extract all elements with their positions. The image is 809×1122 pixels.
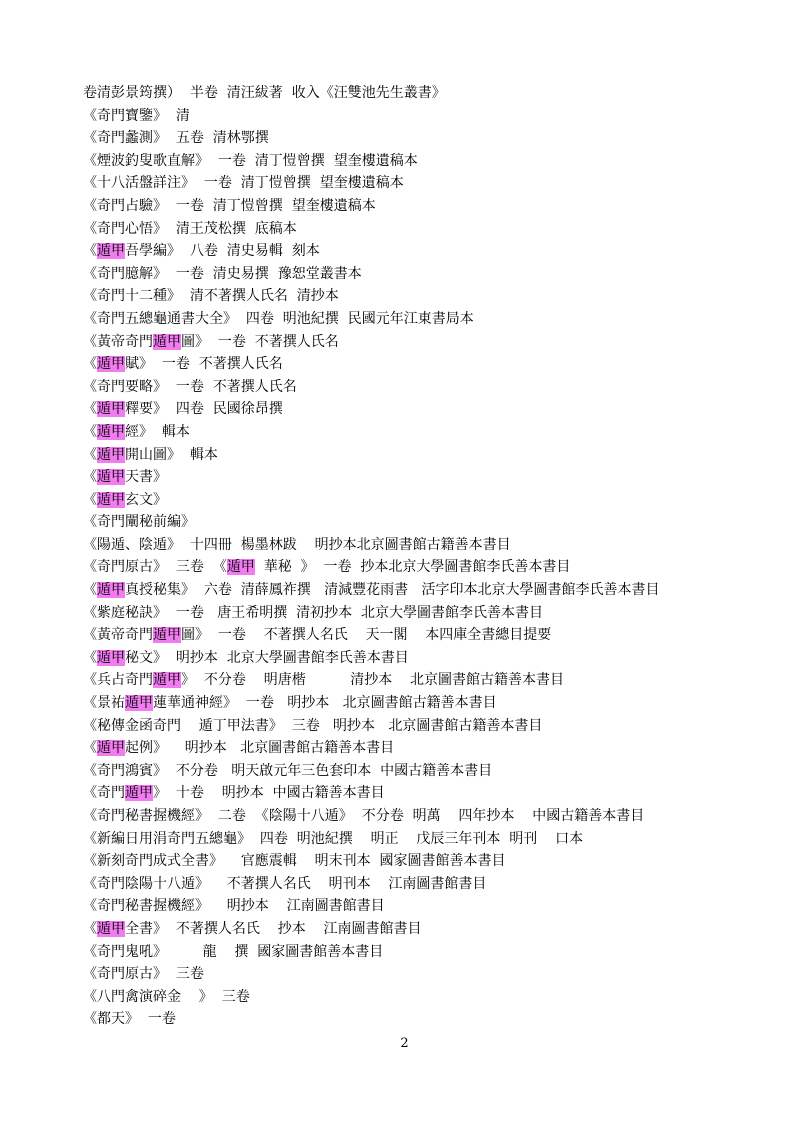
catalog-entry-line (83, 782, 783, 805)
entry-text: 《黃帝奇門 (83, 627, 153, 644)
entry-text: 《 (83, 423, 97, 440)
entry-text: 《奇門秘書握機經》 明抄本 江南圖書館書目 (83, 898, 385, 915)
catalog-entry-line (83, 579, 783, 602)
entry-text: 釋要》 四卷 民國徐昂撰 (125, 401, 283, 418)
highlighted-term: 遁甲 (97, 401, 125, 418)
highlighted-term: 遁甲 (125, 785, 153, 802)
catalog-entry-line (83, 218, 783, 241)
catalog-entry-line (83, 534, 783, 557)
highlighted-term: 遁甲 (97, 491, 125, 508)
entry-text: 圖》 一卷 不著撰人氏名 (181, 333, 339, 350)
catalog-entry-line (83, 895, 783, 918)
entry-text: 《 (83, 740, 97, 757)
catalog-entry-line (83, 398, 783, 421)
entry-text: 》 不分卷 明唐楷 清抄本 北京圖書館古籍善本書目 (181, 672, 565, 689)
catalog-entry-line (83, 511, 783, 534)
catalog-entry-line (83, 760, 783, 783)
entry-text: 蓮華通神經》 一卷 明抄本 北京圖書館古籍善本書目 (153, 695, 497, 712)
highlighted-term: 遁甲 (97, 243, 125, 260)
entry-text: 《奇門鬼吼》 龍 撰 國家圖書館善本書目 (83, 943, 384, 960)
highlighted-term: 遁甲 (97, 423, 125, 440)
entry-text: 《奇門闡秘前編》 (83, 514, 195, 531)
entry-text: 《 (83, 920, 97, 937)
catalog-entry-line (83, 263, 783, 286)
entry-text: 《奇門原古》 三卷 《 (83, 559, 227, 576)
entry-text: 《 (83, 649, 97, 666)
entry-text: 玄文》 (125, 491, 167, 508)
entry-text: 起例》 明抄本 北京圖書館古籍善本書目 (125, 740, 395, 757)
catalog-entry-line (83, 376, 783, 399)
entry-text: 華秘 》 一卷 抄本北京大學圖書館李氏善本書目 (254, 559, 571, 576)
highlighted-term: 遁甲 (97, 649, 125, 666)
entry-text: 《奇門蠡測》 五卷 清林鄂撰 (83, 130, 269, 147)
catalog-entry-line (83, 805, 783, 828)
entry-text: 《奇門陰陽十八遁》 不著撰人名氏 明刊本 江南圖書館書目 (83, 875, 487, 892)
entry-text: 《秘傳金函奇門 遁丁甲法書》 三卷 明抄本 北京圖書館古籍善本書目 (83, 717, 543, 734)
entry-text: 《新編日用涓奇門五總龜》 四卷 明池紀撰 明正 戊辰三年刊本 明刊 口本 (83, 830, 584, 847)
catalog-entry-line (83, 669, 783, 692)
catalog-entry-line (83, 285, 783, 308)
entry-text: 《 (83, 446, 97, 463)
entry-text: 《奇門五總龜通書大全》 四卷 明池紀撰 民國元年江東書局本 (83, 310, 474, 327)
catalog-entry-line (83, 737, 783, 760)
entry-text: 圖》 一卷 不著撰人名氏 天一閣 本四庫全書總目提要 (181, 627, 552, 644)
catalog-entry-line (83, 353, 783, 376)
entry-text: 《紫庭秘訣》 一卷 唐王希明撰 清初抄本 北京大學圖書館李氏善本書目 (83, 604, 544, 621)
entry-text: 《八門禽演碎金 》 三卷 (83, 988, 250, 1005)
highlighted-term: 遁甲 (97, 356, 125, 373)
catalog-entry-line (83, 873, 783, 896)
catalog-entry-line (83, 466, 783, 489)
highlighted-term: 遁甲 (97, 582, 125, 599)
catalog-entry-line (83, 127, 783, 150)
catalog-entry-line (83, 602, 783, 625)
entry-text: 《新刻奇門成式全書》 官應震輯 明末刊本 國家圖書館善本書目 (83, 853, 506, 870)
entry-text: 《奇門寶鑒》 清 (83, 107, 190, 124)
catalog-entry-line (83, 715, 783, 738)
entry-text: 《 (83, 491, 97, 508)
catalog-entry-line (83, 692, 783, 715)
entry-text: 經》 輯本 (125, 423, 190, 440)
entry-text: 真授秘集》 六卷 清薛鳳祚撰 清減豐花雨書 活字印本北京大學圖書館李氏善本書目 (125, 582, 660, 599)
entry-text: 卷清彭景筠撰） 半卷 清汪紱著 收入《汪雙池先生叢書》 (83, 85, 446, 101)
entry-text: 《 (83, 243, 97, 260)
catalog-entry-line (83, 421, 783, 444)
entry-text: 開山圖》 輯本 (125, 446, 218, 463)
entry-text: 《奇門要略》 一卷 不著撰人氏名 (83, 378, 297, 395)
catalog-entry-line (83, 195, 783, 218)
entry-text: 天書》 (125, 469, 167, 486)
entry-text: 《煙波釣叟歌直解》 一卷 清丁愷曾撰 望奎樓遺稿本 (83, 152, 418, 169)
catalog-entry-line (83, 918, 783, 941)
entry-text: 吾學編》 八卷 清史易輯 刻本 (125, 243, 320, 260)
catalog-entry-line (83, 1008, 783, 1031)
entry-text: 《黃帝奇門 (83, 333, 153, 350)
entry-text: 《奇門占驗》 一卷 清丁愷曾撰 望奎樓遺稿本 (83, 197, 376, 214)
catalog-entry-line (83, 850, 783, 873)
catalog-entry-line (83, 828, 783, 851)
entry-text: 《奇門秘書握機經》 二卷 《陰陽十八遁》 不分卷 明萬 四年抄本 中國古籍善本書目 (83, 808, 645, 824)
catalog-entry-line (83, 556, 783, 579)
catalog-entry-line (83, 963, 783, 986)
catalog-entry-line (83, 240, 783, 263)
highlighted-term: 遁甲 (153, 627, 181, 644)
catalog-entry-line (83, 150, 783, 173)
entry-text: 《 (83, 582, 97, 599)
entry-text: 《 (83, 469, 97, 486)
highlighted-term: 遁甲 (97, 740, 125, 757)
highlighted-term: 遁甲 (153, 333, 181, 350)
catalog-entry-line (83, 624, 783, 647)
entry-text: 賦》 一卷 不著撰人氏名 (125, 356, 283, 373)
page-number: 2 (400, 1036, 409, 1051)
catalog-entry-list (83, 82, 783, 1031)
entry-text: 《奇門鴻賓》 不分卷 明天啟元年三色套印本 中國古籍善本書目 (83, 762, 493, 779)
entry-text: 全書》 不著撰人名氏 抄本 江南圖書館書目 (125, 920, 422, 937)
entry-text: 《 (83, 356, 97, 373)
catalog-entry-line (83, 331, 783, 354)
catalog-entry-line (83, 82, 783, 105)
catalog-entry-line (83, 444, 783, 467)
catalog-entry-line (83, 647, 783, 670)
entry-text: 《都天》 一卷 (83, 1011, 176, 1028)
entry-text: 《奇門十二種》 清不著撰人氏名 清抄本 (83, 288, 339, 305)
highlighted-term: 遁甲 (226, 559, 255, 576)
entry-text: 《奇門 (83, 785, 125, 802)
catalog-entry-line (83, 308, 783, 331)
entry-text: 《兵占奇門 (83, 672, 153, 689)
catalog-entry-line (83, 941, 783, 964)
highlighted-term: 遁甲 (97, 469, 125, 486)
catalog-entry-line (83, 172, 783, 195)
highlighted-term: 遁甲 (97, 920, 125, 937)
entry-text: 《十八活盤詳注》 一卷 清丁愷曾撰 望奎樓遺稿本 (83, 175, 404, 192)
catalog-entry-line (83, 489, 783, 512)
entry-text: 《景祐 (83, 695, 125, 712)
entry-text: 《 (83, 401, 97, 418)
entry-text: 秘文》 明抄本 北京大學圖書館李氏善本書目 (125, 649, 409, 666)
entry-text: 《奇門心悟》 清王茂松撰 底稿本 (83, 220, 297, 237)
entry-text: 《奇門臆解》 一卷 清史易撰 豫恕堂叢書本 (83, 265, 362, 282)
highlighted-term: 遁甲 (153, 672, 181, 689)
highlighted-term: 遁甲 (125, 695, 153, 712)
entry-text: 》 十卷 明抄本 中國古籍善本書目 (153, 785, 385, 802)
entry-text: 《陽遁、陰遁》 十四冊 楊墨林跋 明抄本北京圖書館古籍善本書目 (83, 536, 511, 553)
catalog-entry-line (83, 105, 783, 128)
highlighted-term: 遁甲 (97, 446, 125, 463)
catalog-entry-line (83, 986, 783, 1009)
entry-text: 《奇門原古》 三卷 (83, 966, 204, 983)
